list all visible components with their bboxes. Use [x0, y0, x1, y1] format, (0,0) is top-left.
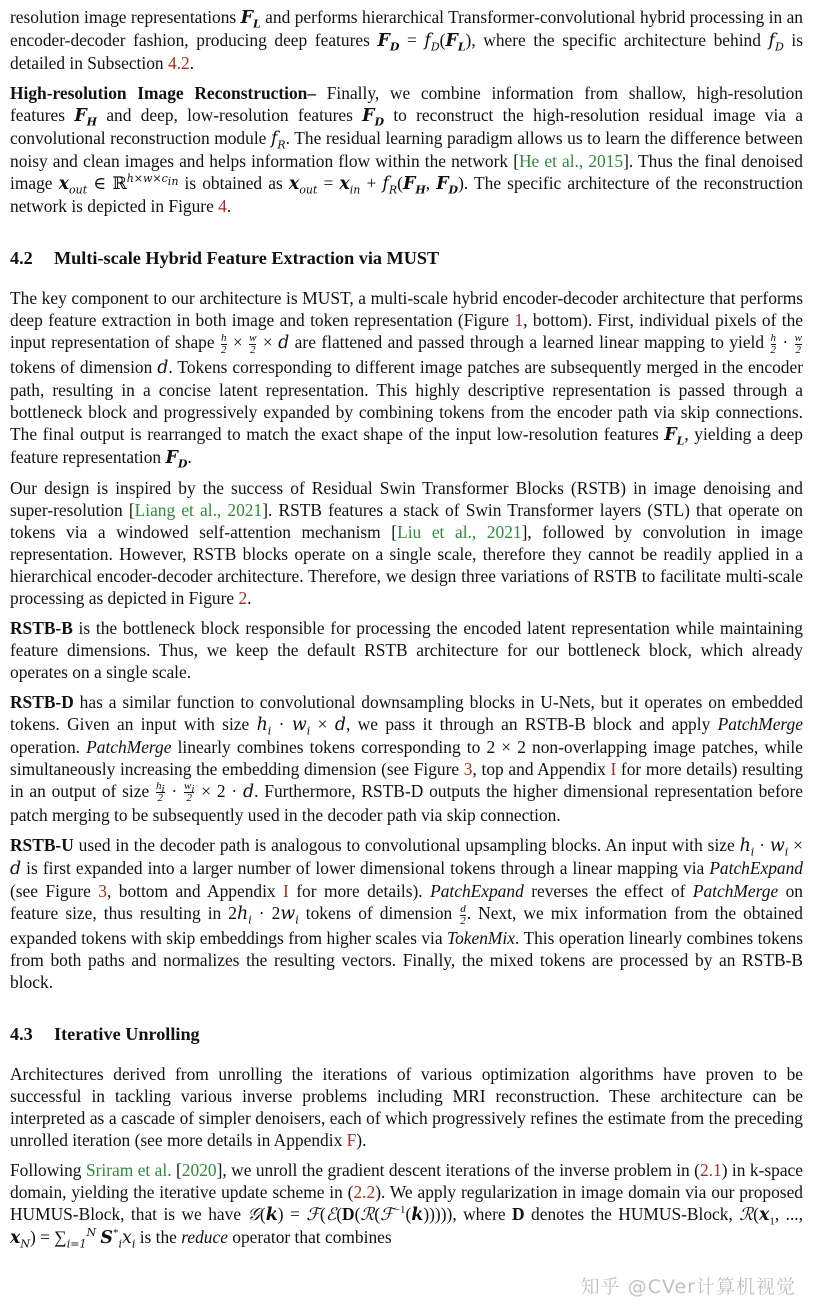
equation-link[interactable]: 2.1 [699, 1159, 722, 1180]
figure-link[interactable]: 1 [514, 310, 524, 330]
paragraph-heading: RSTB-B [10, 617, 73, 638]
paragraph-rstb-d: RSTB-D has a similar function to convolutional downsampling blocks in U-Nets, but it operates on embedded tokens. Given an input with size $h_i \cdot w_i \times d$, we pass it through an RSTB-B block and apply PatchMerge operation. PatchMerge linearly combines tokens corresponding to 2 × 2 non-overlapping image patches, while simultaneously increasing the embedding dimension (see Figure 3, top and Appendix I for more details) resulting in an output of size $\frac{h_i}{2}$ · $\frac{w_i}{2}$ × 2 · d. Furthermore, RSTB-D outputs the higher dimensional representation before patch merging to be subsequently used in the decoder path via skip connection. [10, 691, 803, 825]
equation-link[interactable]: 2.2 [353, 1181, 376, 1202]
section-heading-4-2: 4.2 Multi-scale Hybrid Feature Extraction via MUST [10, 248, 440, 268]
citation-link[interactable]: He et al., 2015 [518, 151, 624, 171]
paragraph-heading: RSTB-U [10, 835, 74, 855]
paragraph-rstb-design: Our design is inspired by the success of Residual Swin Transformer Blocks (RSTB) in image denoising and super-resolution [Liang et al., 2021]. RSTB features a stack of Swin Transformer layers (STL) that operate on tokens via a windowed self-attention mechanism [Liu et al., 2021], followed by convolution in image representation. However, RSTB blocks operate on a single scale, therefore they cannot be readily applied in a hierarchical encoder-decoder architecture. Therefore, we design three variations of RSTB to facilitate multi-scale processing as depicted in Figure 2. [10, 477, 803, 608]
citation-link[interactable]: Sriram et al. [85, 1159, 172, 1180]
citation-link[interactable]: Liang et al., 2021 [134, 499, 263, 520]
watermark: 知乎 @CVer计算机视觉 [580, 1276, 796, 1298]
figure-link[interactable]: 3 [463, 758, 473, 779]
citation-year-link[interactable]: 2020 [181, 1159, 217, 1180]
paragraph-rstb-u: RSTB-U used in the decoder path is analogous to convolutional upsampling blocks. An input with size $h_i \cdot w_i \times d$ is first expanded into a larger number of lower dimensional tokens through a linear mapping via PatchExpand (see Figure 3, bottom and Appendix I for more details). PatchExpand reverses the effect of PatchMerge on feature size, thus resulting in $2h_i \cdot 2w_i$ tokens of dimension $\frac{d}{2}$ . Next, we mix information from the obtained expanded tokens with skip embeddings from higher scales via TokenMix. This operation linearly combines tokens from both paths and normalizes the resulting vectors. Finally, the mixed tokens are processed by an RSTB-B block. [10, 835, 803, 992]
paragraph-following: Following Sriram et al. [2020], we unroll the gradient descent iterations of the inverse problem in (2.1) in k-space domain, yielding the iterative update scheme in (2.2). We apply regularization in image domain via our proposed HUMUS-Block, that is we have 𝒢(k) = ℱ(ℰ(D(ℛ(ℱ$^{-1}$(k))))), where D denotes the HUMUS-Block, $ℛ(x_1$, ..., $x_N) = \sum_{i=1}^N$ $S^*_ix_i$ is the reduce operator that combines [10, 1159, 803, 1250]
appendix-link[interactable]: F [346, 1129, 357, 1150]
paragraph-rstb-b: RSTB-B is the bottleneck block responsible for processing the encoded latent representation while maintaining feature dimensions. Thus, we keep the default RSTB architecture for our bottleneck block, which already operates on a single scale. [10, 617, 803, 682]
figure-link[interactable]: 4 [218, 196, 227, 216]
citation-link[interactable]: Liu et al., 2021 [397, 521, 522, 542]
paragraph-unrolling: Architectures derived from unrolling the iterations of various optimization algorithms have proven to be successful in tackling various inverse problems including MRI reconstruction. These architecture can be interpreted as a cascade of simpler denoisers, each of which progressively refines the estimate from the preceding unrolled iteration (see more details in Appendix F). [10, 1063, 803, 1150]
paragraph-continuation: resolution image representations $F_L$ and performs hierarchical Transformer-convolutional hybrid processing in an encoder-decoder fashion, producing deep features $F_D = f_D(F_L)$, where the specific architecture behind $f_D$ is detailed in Subsection 4.2. [10, 7, 803, 73]
paper-page [10, 6, 803, 1257]
paragraph-heading: RSTB-D [10, 691, 74, 712]
figure-link[interactable]: 3 [98, 881, 107, 901]
paragraph-reconstruction: High-resolution Image Reconstruction– Finally, we combine information from shallow, high-resolution features $F_H$ and deep, low-resolution features $F_D$ to reconstruct the high-resolution residual image via a convolutional reconstruction module $f_R$. The residual learning paradigm allows us to learn the difference between noisy and clean images and helps information flow within the network [He et al., 2015]. Thus the final denoised image $x_{out}$ ∈ ℝ$^{h\times w\times c_{in}}$ is obtained as $x_{out} = x_{in} + f_R(F_H$, $F_D$). The specific architecture of the reconstruction network is depicted in Figure 4. [10, 83, 804, 216]
appendix-link[interactable]: I [283, 881, 289, 901]
appendix-link[interactable]: I [610, 758, 617, 779]
paragraph-must: The key component to our architecture is MUST, a multi-scale hybrid encoder-decoder architecture that performs deep feature extraction in both image and token representation (Figure 1, bottom). First, individual pixels of the input representation of shape $\frac{h}{2}$ × $\frac{w}{2}$ × d are flattened and passed through a learned linear mapping to yield $\frac{h}{2}$ · $\frac{w}{2}$ tokens of dimension d. Tokens corresponding to different image patches are subsequently merged in the encoder path, resulting in a concise latent representation. This highly descriptive representation is passed through a bottleneck block and progressively expanded by combining tokens from the encoder path via skip connections. The final output is rearranged to match the exact shape of the input low-resolution features $F_L$, yielding a deep feature representation $F_D$. [10, 288, 803, 470]
figure-link[interactable]: 2 [238, 587, 248, 608]
subsection-link[interactable]: 4.2 [167, 53, 190, 73]
section-heading-4-3: 4.3 Iterative Unrolling [10, 1023, 200, 1044]
paragraph-heading: High-resolution Image Reconstruction– [10, 83, 317, 103]
